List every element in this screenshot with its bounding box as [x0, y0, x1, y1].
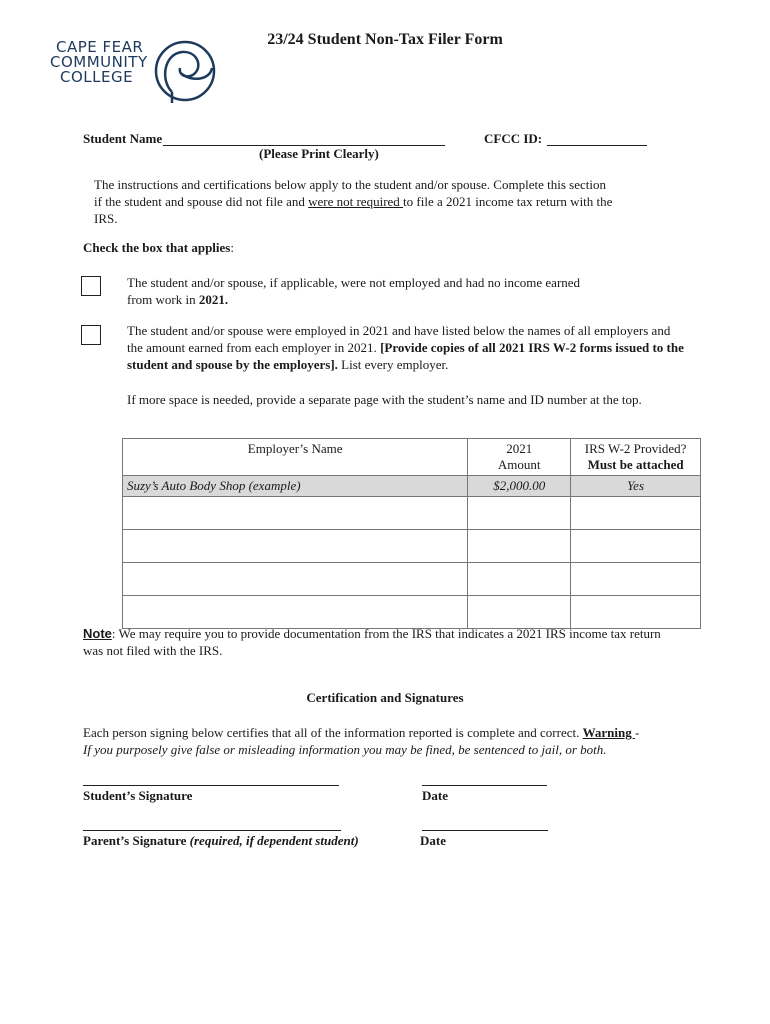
certification-text: [83, 724, 703, 758]
note-text: : We may require you to provide documentation from the IRS that indicates a 2021 IRS income tax return was not filed with the IRS.: [83, 626, 661, 658]
logo-line-1: CAPE FEAR: [56, 38, 144, 56]
header-w2-label: IRS W-2 Provided?: [584, 441, 687, 456]
option2-body: The student and/or spouse were employed in 2021 and have listed below the names of all employers and the amount earned from each employer in 2021.: [127, 323, 671, 355]
warning-label: Warning: [582, 725, 635, 740]
print-clearly-hint: (Please Print Clearly): [259, 146, 379, 161]
option1-year: 2021.: [198, 292, 229, 307]
parent-signature-label: [83, 833, 359, 849]
header-amount: [468, 439, 571, 476]
table-row: [123, 530, 701, 563]
instructions: [94, 176, 614, 227]
warning-dash: -: [634, 725, 640, 740]
header-amount-year: 2021: [506, 441, 533, 456]
employer-cell[interactable]: [123, 596, 468, 629]
option2-text: [127, 322, 687, 373]
instructions-part1: The instructions and certifications below apply to the student and/or spouse. Complete this section if the student and spouse did not file and: [94, 177, 606, 209]
date2-line[interactable]: [422, 830, 548, 831]
amount-cell[interactable]: [468, 497, 571, 530]
header-w2-note: Must be attached: [587, 457, 684, 472]
certification-body: Each person signing below certifies that all of the information reported is complete and correct.: [83, 725, 583, 740]
option1-text: [127, 274, 587, 308]
form-title: 23/24 Student Non-Tax Filer Form: [267, 31, 503, 48]
check-heading-colon: :: [230, 240, 234, 255]
table-row: [123, 497, 701, 530]
example-w2: Yes: [571, 476, 701, 497]
example-employer: Suzy’s Auto Body Shop (example): [123, 476, 468, 497]
more-space-note: If more space is needed, provide a separate page with the student’s name and ID number at the top.: [127, 392, 642, 407]
parent-signature-note: (required, if dependent student): [189, 833, 359, 848]
check-heading: [83, 240, 234, 256]
amount-cell[interactable]: [468, 596, 571, 629]
option2-w2-instruction: [Provide copies of all 2021 IRS W-2 forms issued to the student and spouse by the employers].: [127, 340, 684, 372]
header-w2: [571, 439, 701, 476]
irs-note: [83, 625, 683, 659]
table-row-example: [123, 476, 701, 497]
table-header-row: [123, 439, 701, 476]
employer-cell[interactable]: [123, 497, 468, 530]
option2-checkbox[interactable]: [81, 325, 101, 345]
cfcc-id-label: CFCC ID:: [484, 131, 543, 146]
w2-cell[interactable]: [571, 596, 701, 629]
option2-tail: List every employer.: [337, 357, 449, 372]
table-row: [123, 596, 701, 629]
parent-signature-text: Parent’s Signature: [83, 833, 190, 848]
instructions-underlined: were not required: [308, 194, 404, 209]
student-name-row: [83, 131, 162, 147]
note-label: Note: [83, 626, 112, 641]
date1-line[interactable]: [422, 785, 547, 786]
employer-table: [122, 438, 701, 629]
example-amount: $2,000.00: [468, 476, 571, 497]
student-signature-label: Student’s Signature: [83, 788, 193, 803]
student-name-label: Student Name: [83, 131, 163, 146]
amount-cell[interactable]: [468, 530, 571, 563]
w2-cell[interactable]: [571, 497, 701, 530]
w2-cell[interactable]: [571, 563, 701, 596]
logo-line-2: COMMUNITY: [50, 53, 148, 71]
date1-label: Date: [422, 788, 448, 803]
employer-cell[interactable]: [123, 530, 468, 563]
date2-label: Date: [420, 833, 446, 848]
student-signature-line[interactable]: [83, 785, 339, 786]
logo-emblem-icon: [152, 40, 222, 104]
logo-line-3: COLLEGE: [60, 68, 134, 86]
header-employer: Employer’s Name: [123, 439, 468, 476]
certification-heading: Certification and Signatures: [306, 690, 464, 705]
college-logo: [50, 40, 220, 104]
cfcc-id-field[interactable]: [547, 145, 647, 146]
header-amount-label: Amount: [497, 457, 541, 472]
amount-cell[interactable]: [468, 563, 571, 596]
table-row: [123, 563, 701, 596]
option1-body: The student and/or spouse, if applicable, were not employed and had no income earned from work in: [127, 275, 581, 307]
warning-text: If you purposely give false or misleading information you may be fined, be sentenced to jail, or both.: [83, 742, 607, 757]
option1-checkbox[interactable]: [81, 276, 101, 296]
employer-cell[interactable]: [123, 563, 468, 596]
w2-cell[interactable]: [571, 530, 701, 563]
parent-signature-line[interactable]: [83, 830, 341, 831]
check-heading-text: Check the box that applies: [83, 240, 231, 255]
instructions-part2: to file a 2021 income tax return with the IRS.: [94, 194, 613, 226]
